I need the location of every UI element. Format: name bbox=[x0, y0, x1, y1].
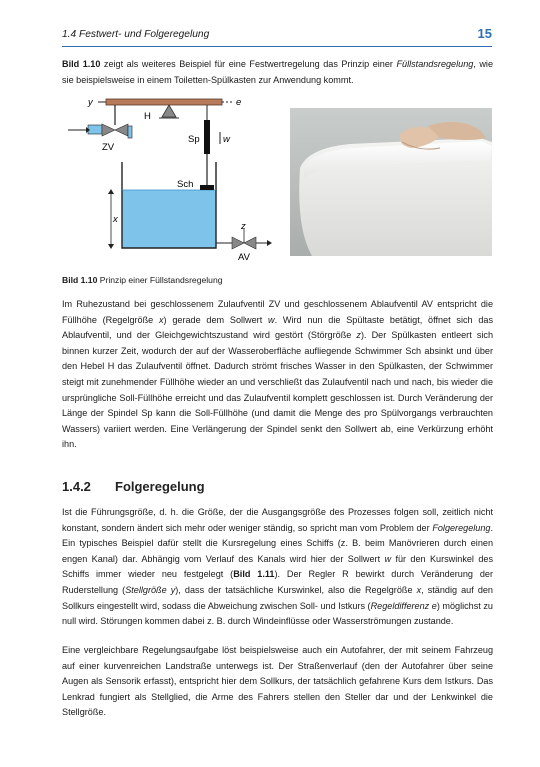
float bbox=[200, 185, 214, 190]
cistern-photo bbox=[290, 108, 492, 256]
pivot bbox=[162, 105, 176, 117]
label-Sch: Sch bbox=[177, 179, 194, 190]
label-x: x bbox=[113, 214, 118, 225]
spindle bbox=[204, 120, 210, 154]
figure-ref: Bild 1.10 bbox=[62, 59, 101, 69]
inlet-valve bbox=[102, 124, 115, 136]
running-head: 1.4 Festwert- und Folgeregelung bbox=[62, 29, 210, 40]
intro-paragraph: Bild 1.10 zeigt als weiteres Beispiel für eine Festwertregelung das Prinzip einer Füllstandsregelung, wie sie beispielsweise in einem Toiletten-Spülkasten zur Anwendung kommt. bbox=[62, 59, 494, 85]
paragraph-3: Eine vergleichbare Regelungsaufgabe löst beispielsweise auch ein Autofahrer, der mit seinem Fahrzeug auf einer kurvenreichen Landstraße unterwegs ist. Der Straßenverlauf (den der Autofahrer über seine Augen als Sensorik erfasst), entspricht hier dem Sollkurs, der tatsächlich gefahrene Kurs dem Istkurs. Das Lenkrad fungiert als Stellglied, die Arme des Fahrers stellen den Steller dar und der Lenkwinkel die Stellgröße. bbox=[62, 645, 493, 718]
lever bbox=[106, 99, 222, 105]
label-ZV: ZV bbox=[102, 142, 115, 153]
section-heading bbox=[62, 479, 205, 494]
fill-level-diagram bbox=[60, 92, 275, 262]
figure-caption: Bild 1.10 Prinzip einer Füllstandsregelung bbox=[62, 275, 223, 285]
paragraph-2: Ist die Führungsgröße, d. h. die Größe, der die Ausgangsgröße des Prozesses folgen soll, zeitlich nicht konstant, sondern ändert sich mehr oder weniger ständig, so spricht man vom Problem der Folgeregelung. Ein typisches Beispiel dafür stellt die Kursregelung eines Schiffs (z. B. beim Manövrieren durch einen engen Kanal) dar. Abhängig vom Verlauf des Kanals wird hier der Sollwert w für den Kurswinkel des Schiffs immer wieder neu festgelegt (Bild 1.11). Der Regler R bewirkt durch Veränderung der Ruderstellung (Stellgröße y), dass der tatsächliche Kurswinkel, also die Regelgröße x, ständig auf den Sollkurs eingestellt wird, sodass die Abweichung zwischen Soll- und Istkurs (Regeldifferenz e) möglichst zu null wird. Störungen kommen dabei z. B. durch Windeinflüsse oder Wasserströmungen zustande. bbox=[62, 507, 493, 627]
label-z: z bbox=[241, 221, 246, 232]
label-e: e bbox=[236, 97, 242, 108]
label-Sp: Sp bbox=[188, 134, 200, 145]
paragraph-1: Im Ruhezustand bei geschlossenem Zulaufventil ZV und geschlossenem Ablaufventil AV entspricht die Füllhöhe (Regelgröße x) gerade dem Sollwert w. Wird nun die Spültaste betätigt, öffnet sich das Ablaufventil, und der Gleichgewichtszustand wird gestört (Störgröße z). Der Spülkasten entleert sich binnen kurzer Zeit, wodurch der auf der Wasseroberfläche aufliegende Schwimmer Sch absinkt und über den Hebel H das Zulaufventil öffnet. Dadurch strömt frisches Wasser in den Spülkasten, der Schwimmer steigt mit zunehmender Füllhöhe wieder an und verschließt das Zulaufventil nach und nach, bis wieder die ursprüngliche Soll-Füllhöhe erreicht und das Zulaufventil komplett geschlossen ist. Durch Veränderung der Länge der Spindel Sp kann die Soll-Füllhöhe (und damit die Menge des pro Spülvorgangs verbrauchten Wassers) variiert werden. Eine Verlängerung der Spindel senkt den Sollwert ab, eine Verkürzung erhöht ihn. bbox=[62, 299, 494, 450]
label-w: w bbox=[223, 134, 230, 145]
section-number: 1.4.2 bbox=[62, 479, 91, 494]
water bbox=[122, 190, 216, 248]
label-y: y bbox=[88, 97, 93, 108]
section-title: Folgeregelung bbox=[115, 479, 205, 494]
page-number: 15 bbox=[477, 26, 492, 41]
page-header bbox=[62, 26, 492, 47]
outlet-valve bbox=[232, 237, 244, 249]
label-AV: AV bbox=[238, 252, 250, 262]
label-H: H bbox=[144, 111, 151, 122]
